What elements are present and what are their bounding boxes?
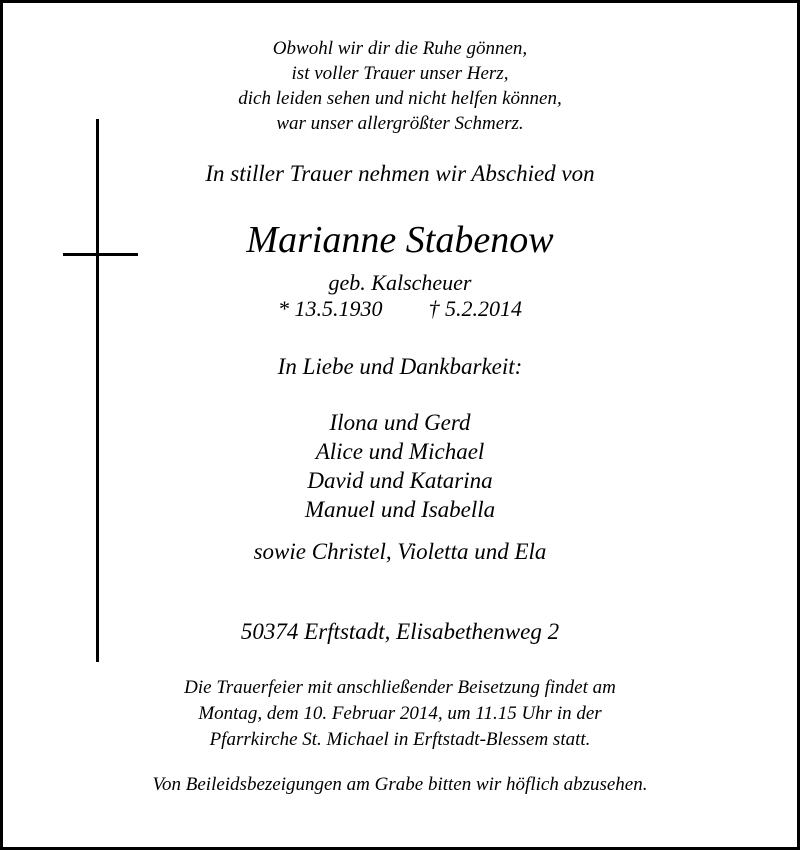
mourner-3: David und Katarina: [307, 468, 493, 493]
poem-line-4: war unser allergrößter Schmerz.: [276, 113, 524, 134]
birth-date: * 13.5.1930: [278, 296, 383, 321]
mourner-1: Ilona und Gerd: [329, 410, 471, 435]
address: 50374 Erftstadt, Elisabethenweg 2: [240, 619, 560, 644]
cross-vertical-bar: [96, 119, 99, 662]
gratitude-text: In Liebe und Dankbarkeit:: [277, 354, 523, 379]
poem-line-3: dich leiden sehen und nicht helfen können,: [238, 88, 562, 109]
other-mourners: sowie Christel, Violetta und Ela: [253, 539, 547, 564]
mourner-4: Manuel und Isabella: [304, 497, 496, 522]
closing-note: Von Beileidsbezeigungen am Grabe bitten wir höflich abzusehen.: [152, 774, 648, 795]
mourner-2: Alice und Michael: [315, 439, 485, 464]
death-date: † 5.2.2014: [428, 296, 522, 321]
deceased-name: Marianne Stabenow: [246, 219, 554, 261]
poem-line-1: Obwohl wir dir die Ruhe gönnen,: [272, 38, 528, 59]
intro-text: In stiller Trauer nehmen wir Abschied von: [205, 161, 595, 186]
birth-name: geb. Kalscheuer: [328, 270, 472, 295]
life-dates: [0, 296, 800, 322]
funeral-line-1: Die Trauerfeier mit anschließender Beisetzung findet am: [184, 677, 616, 698]
poem-line-2: ist voller Trauer unser Herz,: [291, 63, 509, 84]
funeral-line-2: Montag, dem 10. Februar 2014, um 11.15 Uhr in der: [198, 703, 602, 724]
funeral-line-3: Pfarrkirche St. Michael in Erftstadt-Blessem statt.: [209, 729, 591, 750]
